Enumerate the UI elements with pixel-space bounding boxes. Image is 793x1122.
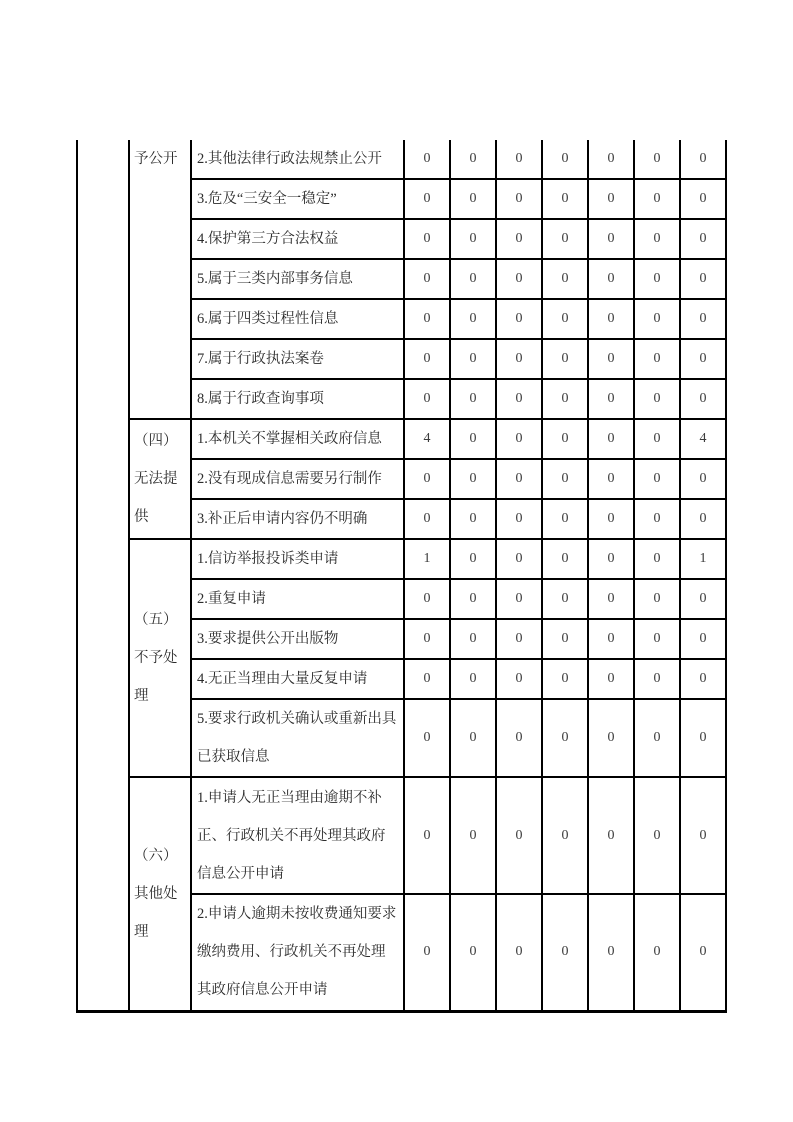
table-row [77, 539, 726, 579]
value-cell: 0 [680, 777, 726, 894]
value-cell: 0 [450, 459, 496, 499]
value-cell: 0 [404, 179, 450, 219]
item-label-cell: 1.申请人无正当理由逾期不补正、行政机关不再处理其政府信息公开申请 [191, 777, 404, 894]
value-cell: 0 [450, 179, 496, 219]
value-cell: 4 [680, 419, 726, 459]
value-cell: 0 [404, 459, 450, 499]
value-cell: 0 [450, 339, 496, 379]
value-cell: 0 [404, 499, 450, 539]
value-cell: 0 [680, 339, 726, 379]
value-cell: 0 [634, 539, 680, 579]
value-cell: 0 [404, 140, 450, 179]
value-cell: 0 [680, 659, 726, 699]
value-cell: 0 [588, 419, 634, 459]
value-cell: 0 [496, 219, 542, 259]
value-cell: 0 [450, 499, 496, 539]
value-cell: 0 [588, 894, 634, 1011]
item-label-cell: 5.要求行政机关确认或重新出具已获取信息 [191, 699, 404, 777]
category-cell: 予公开 [129, 140, 191, 419]
value-cell: 0 [680, 579, 726, 619]
item-label-cell: 2.重复申请 [191, 579, 404, 619]
value-cell: 0 [588, 699, 634, 777]
value-cell: 0 [542, 619, 588, 659]
item-label-cell: 4.保护第三方合法权益 [191, 219, 404, 259]
value-cell: 0 [588, 140, 634, 179]
item-label-cell: 3.危及“三安全一稳定” [191, 179, 404, 219]
value-cell: 0 [404, 894, 450, 1011]
value-cell: 0 [496, 179, 542, 219]
value-cell: 0 [450, 619, 496, 659]
value-cell: 0 [496, 419, 542, 459]
value-cell: 0 [634, 659, 680, 699]
value-cell: 0 [588, 619, 634, 659]
value-cell: 0 [634, 379, 680, 419]
value-cell: 0 [634, 459, 680, 499]
value-cell: 0 [496, 140, 542, 179]
value-cell: 0 [450, 299, 496, 339]
value-cell: 0 [542, 894, 588, 1011]
value-cell: 0 [404, 777, 450, 894]
value-cell: 0 [450, 419, 496, 459]
value-cell: 0 [588, 579, 634, 619]
value-cell: 0 [496, 619, 542, 659]
value-cell: 0 [496, 339, 542, 379]
item-label-cell: 6.属于四类过程性信息 [191, 299, 404, 339]
value-cell: 0 [496, 579, 542, 619]
value-cell: 0 [634, 419, 680, 459]
item-label-cell: 3.要求提供公开出版物 [191, 619, 404, 659]
value-cell: 0 [404, 299, 450, 339]
value-cell: 0 [542, 699, 588, 777]
value-cell: 1 [404, 539, 450, 579]
value-cell: 4 [404, 419, 450, 459]
value-cell: 0 [450, 659, 496, 699]
value-cell: 0 [404, 219, 450, 259]
value-cell: 0 [542, 219, 588, 259]
value-cell: 0 [588, 659, 634, 699]
value-cell: 0 [404, 659, 450, 699]
value-cell: 0 [542, 179, 588, 219]
value-cell: 0 [588, 459, 634, 499]
item-label-cell: 1.信访举报投诉类申请 [191, 539, 404, 579]
value-cell: 0 [450, 219, 496, 259]
value-cell: 0 [542, 459, 588, 499]
value-cell: 0 [680, 299, 726, 339]
value-cell: 0 [542, 379, 588, 419]
item-label-cell: 2.其他法律行政法规禁止公开 [191, 140, 404, 179]
value-cell: 0 [634, 179, 680, 219]
value-cell: 0 [496, 499, 542, 539]
item-label-cell: 3.补正后申请内容仍不明确 [191, 499, 404, 539]
value-cell: 0 [634, 699, 680, 777]
value-cell: 0 [634, 777, 680, 894]
value-cell: 0 [680, 459, 726, 499]
item-label-cell: 2.申请人逾期未按收费通知要求缴纳费用、行政机关不再处理其政府信息公开申请 [191, 894, 404, 1011]
value-cell: 0 [634, 339, 680, 379]
value-cell: 0 [588, 379, 634, 419]
value-cell: 0 [634, 619, 680, 659]
value-cell: 0 [496, 699, 542, 777]
category-cell: （四）无法提供 [129, 419, 191, 539]
value-cell: 0 [588, 179, 634, 219]
value-cell: 0 [680, 179, 726, 219]
value-cell: 0 [588, 219, 634, 259]
item-label-cell: 7.属于行政执法案卷 [191, 339, 404, 379]
value-cell: 0 [588, 777, 634, 894]
item-label-cell: 2.没有现成信息需要另行制作 [191, 459, 404, 499]
value-cell: 0 [404, 619, 450, 659]
value-cell: 0 [542, 579, 588, 619]
value-cell: 0 [496, 259, 542, 299]
value-cell: 0 [588, 259, 634, 299]
value-cell: 0 [542, 777, 588, 894]
table-row [77, 419, 726, 459]
value-cell: 0 [450, 579, 496, 619]
value-cell: 0 [450, 777, 496, 894]
value-cell: 0 [634, 299, 680, 339]
value-cell: 0 [634, 499, 680, 539]
value-cell: 0 [496, 659, 542, 699]
value-cell: 0 [542, 140, 588, 179]
item-label-cell: 8.属于行政查询事项 [191, 379, 404, 419]
value-cell: 0 [542, 499, 588, 539]
value-cell: 0 [404, 259, 450, 299]
value-cell: 0 [542, 539, 588, 579]
value-cell: 0 [680, 140, 726, 179]
value-cell: 0 [680, 699, 726, 777]
category-cell: （五）不予处理 [129, 539, 191, 777]
category-cell: （六）其他处理 [129, 777, 191, 1011]
value-cell: 0 [450, 140, 496, 179]
value-cell: 0 [496, 459, 542, 499]
value-cell: 0 [588, 499, 634, 539]
value-cell: 0 [404, 699, 450, 777]
value-cell: 0 [542, 299, 588, 339]
value-cell: 0 [496, 299, 542, 339]
table-row [77, 777, 726, 894]
value-cell: 0 [542, 339, 588, 379]
value-cell: 0 [450, 379, 496, 419]
value-cell: 0 [496, 379, 542, 419]
value-cell: 0 [634, 140, 680, 179]
value-cell: 0 [542, 259, 588, 299]
value-cell: 0 [634, 259, 680, 299]
disclosure-requests-table [76, 140, 727, 1013]
value-cell: 0 [496, 539, 542, 579]
value-cell: 0 [680, 379, 726, 419]
value-cell: 0 [634, 219, 680, 259]
value-cell: 0 [404, 579, 450, 619]
left-margin-cell [77, 140, 129, 1011]
value-cell: 0 [450, 259, 496, 299]
value-cell: 0 [496, 777, 542, 894]
value-cell: 0 [634, 579, 680, 619]
value-cell: 0 [588, 539, 634, 579]
value-cell: 0 [404, 339, 450, 379]
value-cell: 1 [680, 539, 726, 579]
table-row [77, 140, 726, 179]
value-cell: 0 [680, 619, 726, 659]
value-cell: 0 [588, 299, 634, 339]
item-label-cell: 5.属于三类内部事务信息 [191, 259, 404, 299]
value-cell: 0 [634, 894, 680, 1011]
value-cell: 0 [588, 339, 634, 379]
value-cell: 0 [450, 894, 496, 1011]
value-cell: 0 [450, 539, 496, 579]
item-label-cell: 4.无正当理由大量反复申请 [191, 659, 404, 699]
value-cell: 0 [542, 659, 588, 699]
value-cell: 0 [680, 499, 726, 539]
value-cell: 0 [450, 699, 496, 777]
value-cell: 0 [680, 894, 726, 1011]
item-label-cell: 1.本机关不掌握相关政府信息 [191, 419, 404, 459]
value-cell: 0 [680, 219, 726, 259]
value-cell: 0 [680, 259, 726, 299]
value-cell: 0 [496, 894, 542, 1011]
value-cell: 0 [542, 419, 588, 459]
value-cell: 0 [404, 379, 450, 419]
